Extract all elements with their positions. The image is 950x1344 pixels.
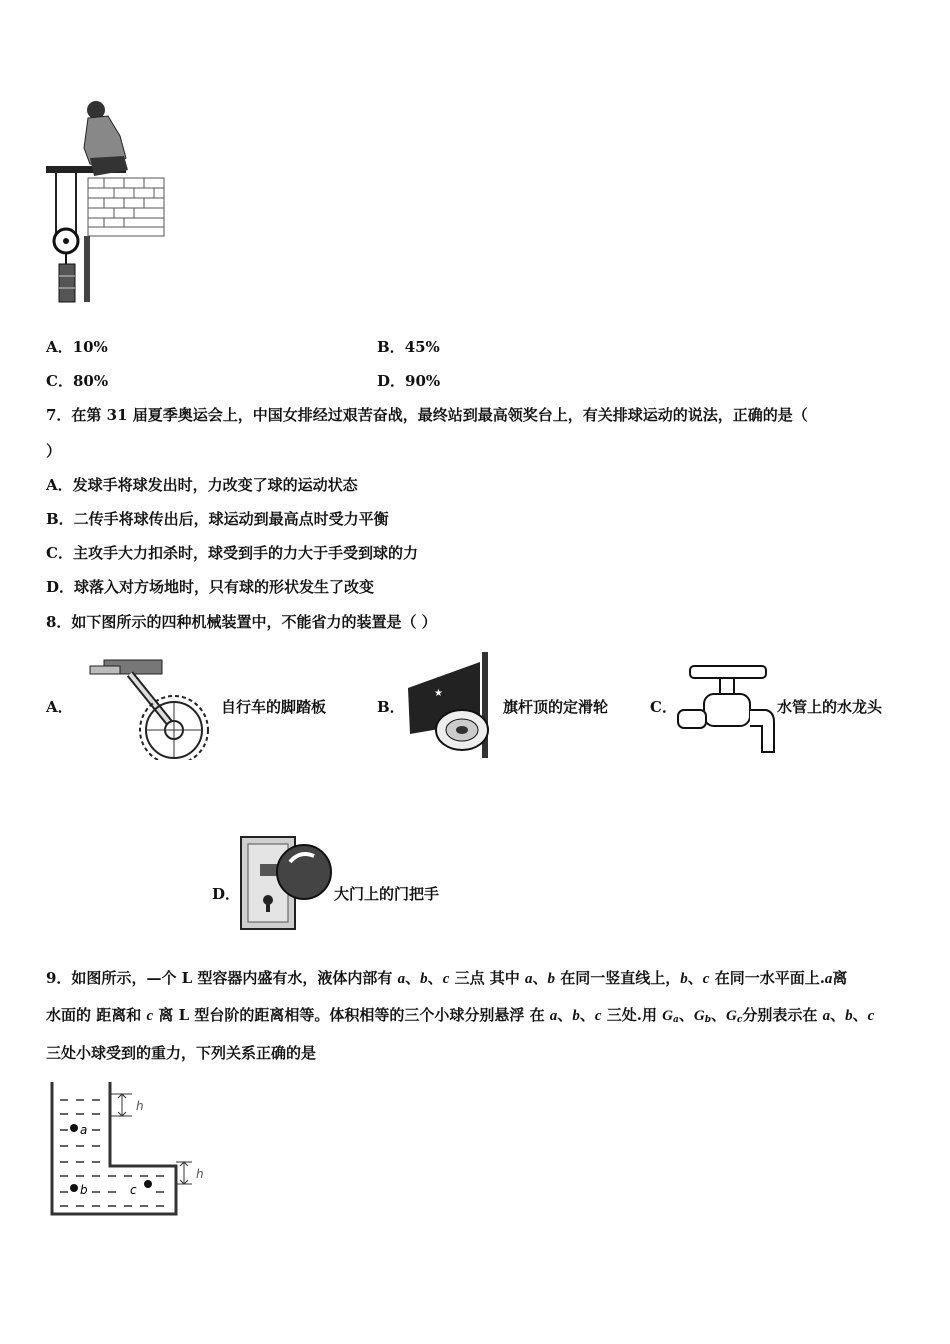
q6-option-d[interactable]: D．90% (377, 372, 441, 390)
q8-option-b-caption: 旗杆顶的定滑轮 (503, 698, 609, 716)
q7-option-d[interactable]: D．球落入对方场地时，只有球的形状发生了改变 (46, 578, 375, 596)
q8-option-a-caption: 自行车的脚踏板 (221, 698, 327, 716)
l-container-figure (46, 1076, 216, 1220)
q8-option-c-label[interactable]: C． (650, 698, 677, 716)
q8-option-c-caption: 水管上的水龙头 (777, 698, 883, 716)
q6-option-b[interactable]: B．45% (377, 338, 440, 356)
point-a-label: a (80, 1123, 88, 1137)
q7-option-b[interactable]: B．二传手将球传出后，球运动到最高点时受力平衡 (46, 510, 389, 528)
svg-text:★: ★ (434, 688, 443, 699)
h-label-top: h (136, 1099, 144, 1113)
q7-option-a[interactable]: A．发球手将球发出时，力改变了球的运动状态 (46, 476, 358, 494)
door-knob-figure (240, 836, 334, 930)
point-c-label: c (130, 1183, 137, 1197)
bicycle-pedal-figure (86, 656, 216, 760)
q9-stem-line2: 水面的 距离和 c 离 L 型台阶的距离相等。体积相等的三个小球分别悬浮 在 a、b、c 三处.用 $G_a$、$G_b$、$G_c$分别表示在 a、b、c (46, 1006, 875, 1025)
q8-stem: 8．如下图所示的四种机械装置中，不能省力的装置是（ ） (46, 613, 437, 631)
q8-option-d-label[interactable]: D． (212, 885, 241, 903)
q6-option-a[interactable]: A．10% (46, 338, 108, 356)
pulley-worker-figure (44, 96, 168, 306)
flagpole-pulley-figure (400, 652, 500, 758)
faucet-figure (674, 660, 778, 756)
q8-option-a-label[interactable]: A． (46, 698, 73, 716)
q7-option-c[interactable]: C．主攻手大力扣杀时，球受到手的力大于手受到球的力 (46, 544, 418, 562)
q7-stem-line1: 7．在第 31 届夏季奥运会上，中国女排经过艰苦奋战，最终站到最高领奖台上，有关排球运动的说法，正确的是（ (46, 406, 808, 424)
q8-option-b-label[interactable]: B． (377, 698, 405, 716)
q9-stem-line1: 9．如图所示，—个 L 型容器内盛有水，液体内部有 a、b、c 三点 其中 a、b 在同一竖直线上，b、c 在同一水平面上.a离 (46, 969, 848, 987)
q8-option-d-caption: 大门上的门把手 (334, 885, 440, 903)
h-label-right: h (196, 1167, 204, 1181)
q9-stem-line3: 三处小球受到的重力，下列关系正确的是 (46, 1044, 317, 1062)
q6-option-c[interactable]: C．80% (46, 372, 109, 390)
point-b-label: b (80, 1183, 88, 1197)
q7-stem-line2: ） (46, 442, 62, 460)
